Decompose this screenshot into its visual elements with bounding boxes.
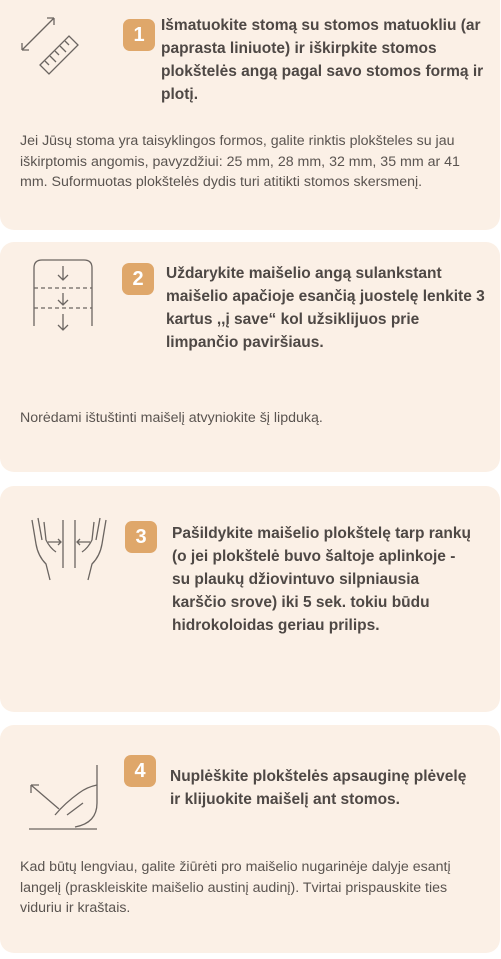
step-card-2 [0,242,500,472]
step-card-4 [0,725,500,953]
step-number-badge: 1 [123,19,155,51]
step-title: Uždarykite maišelio angą sulankstant maišelio apačioje esančią juostelę lenkite 3 kartus ,,į save“ kol užsiklijuos prie limpančio paviršiaus. [166,265,485,351]
step-card-3 [0,486,500,712]
ruler-icon [18,14,80,76]
peel-film-icon [27,763,105,833]
step-note: Kad būtų lengviau, galite žiūrėti pro maišelio nugarinėje dalyje esantį langelį (praskleiskite maišelio austinį audinį). Tvirtai prispauskite ties viduriu ir kraštais. [20,859,451,916]
step-number-badge: 3 [125,521,157,553]
step-title: Išmatuokite stomą su stomos matuokliu (ar paprasta liniuote) ir iškirpkite stomos plokštelės angą pagal savo stomos formą ir plotį. [161,17,484,103]
step-number-badge: 2 [122,263,154,295]
step-note: Norėdami ištuštinti maišelį atvyniokite šį lipduką. [20,410,323,426]
step-title: Nuplėškite plokštelės apsauginę plėvelę ir klijuokite maišelį ant stomos. [170,768,467,808]
fold-pouch-icon [30,258,96,338]
warming-hands-icon [28,514,110,584]
step-title: Pašildykite maišelio plokštelę tarp rankų (o jei plokštelė buvo šaltoje aplinkoje - su plaukų džiovintuvo silpniausia karščio srove) iki 5 sek. tokiu būdu hidrokoloidas geriau prilips. [172,525,471,634]
step-card-1 [0,0,500,230]
step-number-badge: 4 [124,755,156,787]
step-note: Jei Jūsų stoma yra taisyklingos formos, galite rinktis plokšteles su jau iškirptomis angomis, pavyzdžiui: 25 mm, 28 mm, 32 mm, 35 mm ar 41 mm. Suformuotas plokštelės dydis turi atitikti stomos skersmenį. [20,133,460,190]
